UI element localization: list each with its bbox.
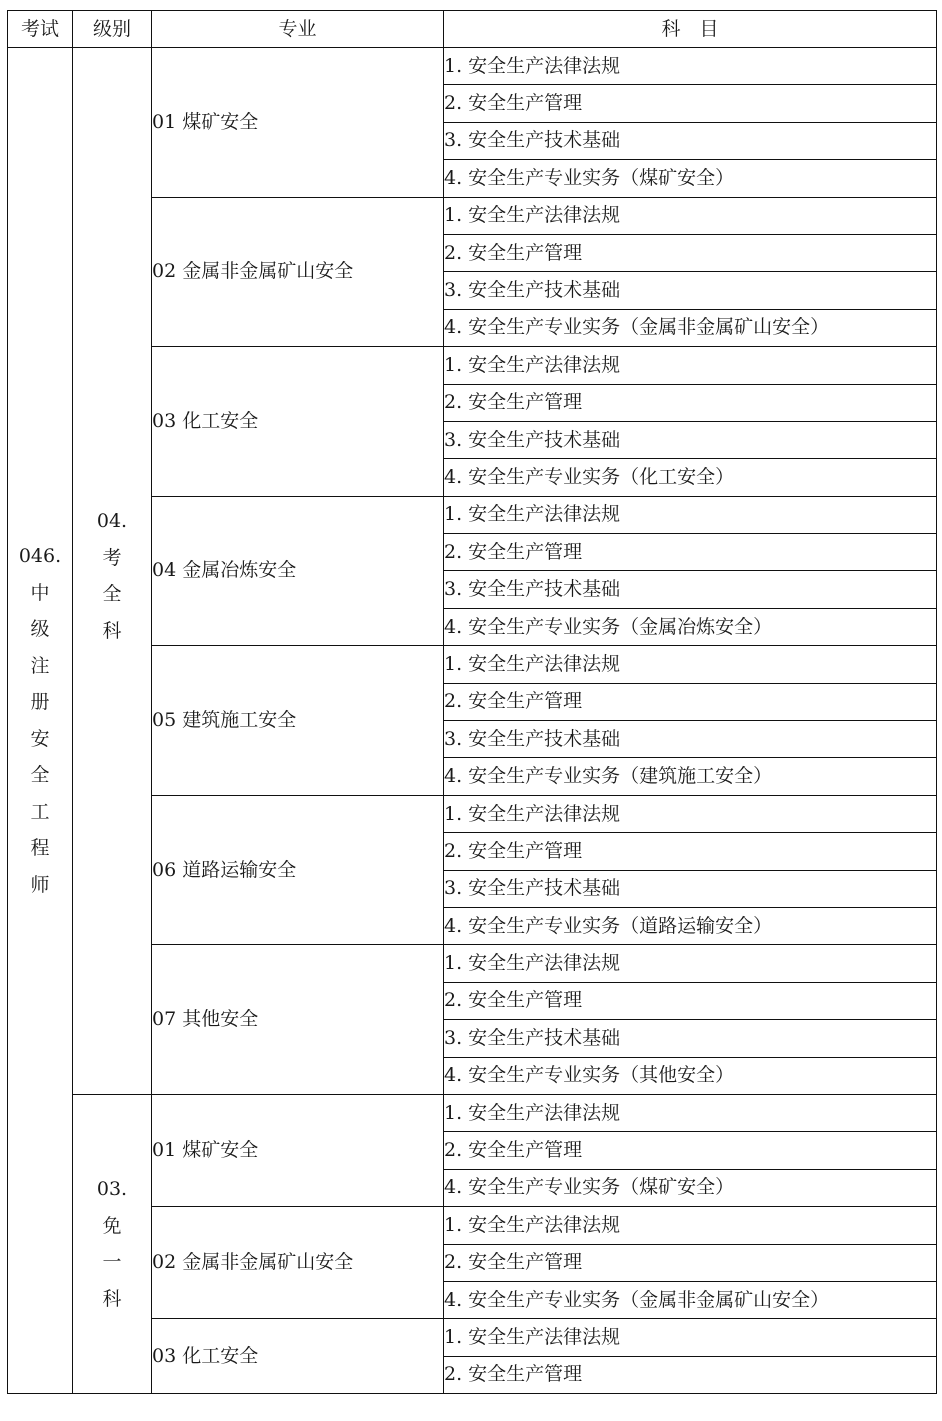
subject-cell: 2. 安全生产管理 xyxy=(444,1356,937,1393)
subject-cell: 1. 安全生产法律法规 xyxy=(444,1207,937,1244)
subject-cell: 1. 安全生产法律法规 xyxy=(444,197,937,234)
subject-cell: 2. 安全生产管理 xyxy=(444,85,937,122)
table-body xyxy=(8,48,937,1394)
header-row xyxy=(8,11,937,48)
subject-cell: 2. 安全生产管理 xyxy=(444,234,937,271)
subject-cell: 2. 安全生产管理 xyxy=(444,683,937,720)
specialty-cell: 07 其他安全 xyxy=(152,945,444,1095)
exam-name-char: 注 xyxy=(30,654,50,677)
header-specialty: 专业 xyxy=(152,11,444,48)
subject-cell: 2. 安全生产管理 xyxy=(444,384,937,421)
specialty-cell: 05 建筑施工安全 xyxy=(152,646,444,796)
subject-cell: 4. 安全生产专业实务（金属冶炼安全） xyxy=(444,608,937,645)
subject-cell: 1. 安全生产法律法规 xyxy=(444,1319,937,1356)
exam-name-char: 级 xyxy=(30,618,50,641)
specialty-cell: 06 道路运输安全 xyxy=(152,795,444,945)
subject-cell: 4. 安全生产专业实务（化工安全） xyxy=(444,459,937,496)
specialty-cell: 03 化工安全 xyxy=(152,347,444,497)
subject-cell: 3. 安全生产技术基础 xyxy=(444,122,937,159)
subject-cell: 3. 安全生产技术基础 xyxy=(444,870,937,907)
subject-cell: 3. 安全生产技术基础 xyxy=(444,721,937,758)
subject-cell: 2. 安全生产管理 xyxy=(444,534,937,571)
subject-cell: 4. 安全生产专业实务（煤矿安全） xyxy=(444,1169,937,1206)
subject-cell: 4. 安全生产专业实务（金属非金属矿山安全） xyxy=(444,1281,937,1318)
subject-cell: 1. 安全生产法律法规 xyxy=(444,48,937,85)
header-level: 级别 xyxy=(73,11,152,48)
subject-cell: 2. 安全生产管理 xyxy=(444,982,937,1019)
subject-cell: 1. 安全生产法律法规 xyxy=(444,646,937,683)
exam-name-char: 师 xyxy=(30,873,50,896)
subject-cell: 3. 安全生产技术基础 xyxy=(444,1020,937,1057)
subject-cell: 2. 安全生产管理 xyxy=(444,833,937,870)
subject-cell: 4. 安全生产专业实务（其他安全） xyxy=(444,1057,937,1094)
exam-name-char: 册 xyxy=(30,691,50,714)
level-name-char: 一 xyxy=(102,1251,122,1273)
level-cell xyxy=(73,48,152,1095)
level-name-char: 考 xyxy=(102,546,122,569)
subject-cell: 1. 安全生产法律法规 xyxy=(444,347,937,384)
specialty-cell: 01 煤矿安全 xyxy=(152,48,444,198)
header-exam: 考试 xyxy=(8,11,73,48)
exam-name-char: 工 xyxy=(30,800,50,823)
subject-cell: 3. 安全生产技术基础 xyxy=(444,272,937,309)
exam-name-char: 安 xyxy=(30,727,50,750)
subject-cell: 1. 安全生产法律法规 xyxy=(444,945,937,982)
specialty-cell: 03 化工安全 xyxy=(152,1319,444,1394)
level-name-char: 全 xyxy=(102,583,122,605)
level-name-char: 科 xyxy=(102,1287,122,1310)
table-row xyxy=(8,1094,937,1131)
exam-name-char: 中 xyxy=(30,581,50,604)
level-cell xyxy=(73,1094,152,1393)
subject-cell: 1. 安全生产法律法规 xyxy=(444,496,937,533)
level-name-char: 科 xyxy=(102,619,122,642)
specialty-cell: 02 金属非金属矿山安全 xyxy=(152,1207,444,1319)
subject-cell: 2. 安全生产管理 xyxy=(444,1244,937,1281)
table-row xyxy=(8,48,937,85)
subject-cell: 4. 安全生产专业实务（建筑施工安全） xyxy=(444,758,937,795)
level-code: 03. xyxy=(96,1178,128,1200)
subject-cell: 1. 安全生产法律法规 xyxy=(444,795,937,832)
subject-cell: 3. 安全生产技术基础 xyxy=(444,421,937,458)
level-code: 04. xyxy=(96,510,128,532)
level-name-char: 免 xyxy=(102,1214,122,1237)
subject-cell: 4. 安全生产专业实务（道路运输安全） xyxy=(444,907,937,944)
specialty-cell: 01 煤矿安全 xyxy=(152,1094,444,1206)
exam-name-char: 程 xyxy=(30,837,50,860)
subject-cell: 1. 安全生产法律法规 xyxy=(444,1094,937,1131)
specialty-cell: 02 金属非金属矿山安全 xyxy=(152,197,444,347)
subject-cell: 3. 安全生产技术基础 xyxy=(444,571,937,608)
subject-cell: 4. 安全生产专业实务（金属非金属矿山安全） xyxy=(444,309,937,346)
exam-subject-table xyxy=(7,10,937,1394)
exam-name-char: 全 xyxy=(30,764,50,787)
subject-cell: 4. 安全生产专业实务（煤矿安全） xyxy=(444,160,937,197)
exam-cell xyxy=(8,48,73,1394)
specialty-cell: 04 金属冶炼安全 xyxy=(152,496,444,646)
subject-cell: 2. 安全生产管理 xyxy=(444,1132,937,1169)
exam-code: 046. xyxy=(18,545,62,568)
header-subjects: 科 目 xyxy=(444,11,937,48)
